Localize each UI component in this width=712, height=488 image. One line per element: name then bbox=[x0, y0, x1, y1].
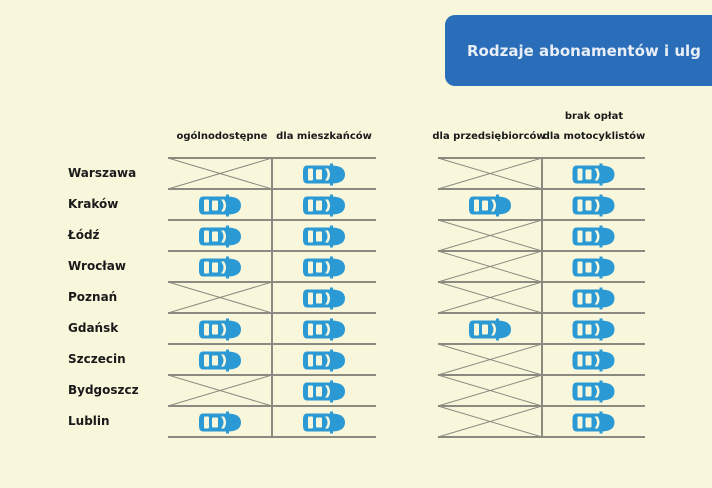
city-label: Wrocław bbox=[68, 259, 126, 273]
city-label: Warszawa bbox=[68, 166, 137, 180]
table-cell bbox=[573, 381, 615, 403]
city-label: Lublin bbox=[68, 414, 110, 428]
city-label: Szczecin bbox=[68, 352, 126, 366]
table-cell bbox=[303, 288, 345, 310]
table-cell bbox=[573, 164, 615, 186]
table-cell bbox=[438, 406, 542, 437]
header-col-moto: dla motocyklistów bbox=[542, 131, 646, 142]
table-cell bbox=[199, 319, 241, 341]
cross-icon bbox=[438, 282, 542, 313]
car-icon bbox=[199, 350, 241, 372]
page-title: Rodzaje abonamentów i ulg bbox=[467, 41, 701, 60]
car-icon bbox=[573, 257, 615, 279]
city-label: Gdańsk bbox=[68, 321, 119, 335]
table-cell bbox=[573, 288, 615, 310]
table-cell bbox=[438, 158, 542, 189]
table-cell bbox=[438, 282, 542, 313]
cross-icon bbox=[438, 344, 542, 375]
car-icon bbox=[573, 319, 615, 341]
city-label: Łódź bbox=[68, 228, 100, 242]
cross-icon bbox=[168, 282, 272, 313]
car-icon bbox=[573, 288, 615, 310]
city-label: Bydgoszcz bbox=[68, 383, 139, 397]
table-cell bbox=[573, 195, 615, 217]
cross-icon bbox=[438, 251, 542, 282]
car-icon bbox=[573, 412, 615, 434]
car-icon bbox=[573, 164, 615, 186]
header-col-residents: dla mieszkańców bbox=[276, 131, 372, 142]
table-cell bbox=[199, 350, 241, 372]
cross-icon bbox=[438, 158, 542, 189]
car-icon bbox=[303, 257, 345, 279]
table-cell bbox=[199, 195, 241, 217]
table-cell bbox=[438, 344, 542, 375]
table-cell bbox=[303, 319, 345, 341]
table-cell bbox=[303, 412, 345, 434]
table-cell bbox=[573, 412, 615, 434]
table-cell bbox=[469, 195, 511, 217]
table-cell bbox=[573, 226, 615, 248]
table-cell bbox=[199, 257, 241, 279]
car-icon bbox=[199, 412, 241, 434]
table-cell bbox=[199, 412, 241, 434]
car-icon bbox=[573, 350, 615, 372]
city-label: Kraków bbox=[68, 197, 119, 211]
table-cell bbox=[303, 350, 345, 372]
car-icon bbox=[573, 381, 615, 403]
car-icon bbox=[199, 226, 241, 248]
cross-icon bbox=[438, 406, 542, 437]
table-cell bbox=[438, 375, 542, 406]
car-icon bbox=[199, 195, 241, 217]
city-label: Poznań bbox=[68, 290, 118, 304]
car-icon bbox=[199, 257, 241, 279]
header-col-moto-top: brak opłat bbox=[564, 111, 624, 122]
cross-icon bbox=[438, 375, 542, 406]
car-icon bbox=[573, 195, 615, 217]
cross-icon bbox=[168, 375, 272, 406]
car-icon bbox=[303, 412, 345, 434]
car-icon bbox=[303, 381, 345, 403]
car-icon bbox=[303, 164, 345, 186]
table-cell bbox=[303, 226, 345, 248]
table-cell bbox=[168, 375, 272, 406]
cross-icon bbox=[168, 158, 272, 189]
table-cell bbox=[573, 319, 615, 341]
car-icon bbox=[469, 319, 511, 341]
table-cell bbox=[168, 158, 272, 189]
car-icon bbox=[303, 288, 345, 310]
table-cell bbox=[303, 257, 345, 279]
table-cell bbox=[168, 282, 272, 313]
car-icon bbox=[303, 350, 345, 372]
car-icon bbox=[469, 195, 511, 217]
car-icon bbox=[303, 319, 345, 341]
table-cell bbox=[438, 251, 542, 282]
car-icon bbox=[573, 226, 615, 248]
table-cell bbox=[303, 164, 345, 186]
cross-icon bbox=[438, 220, 542, 251]
car-icon bbox=[303, 195, 345, 217]
car-icon bbox=[199, 319, 241, 341]
table-cell bbox=[573, 257, 615, 279]
table-cell bbox=[199, 226, 241, 248]
table-cell bbox=[438, 220, 542, 251]
table-cell bbox=[573, 350, 615, 372]
table-cell bbox=[303, 381, 345, 403]
car-icon bbox=[303, 226, 345, 248]
header-col-public: ogólnodostępne bbox=[176, 131, 268, 142]
header-col-business: dla przedsiębiorców bbox=[432, 131, 546, 142]
table-cell bbox=[303, 195, 345, 217]
table-cell bbox=[469, 319, 511, 341]
